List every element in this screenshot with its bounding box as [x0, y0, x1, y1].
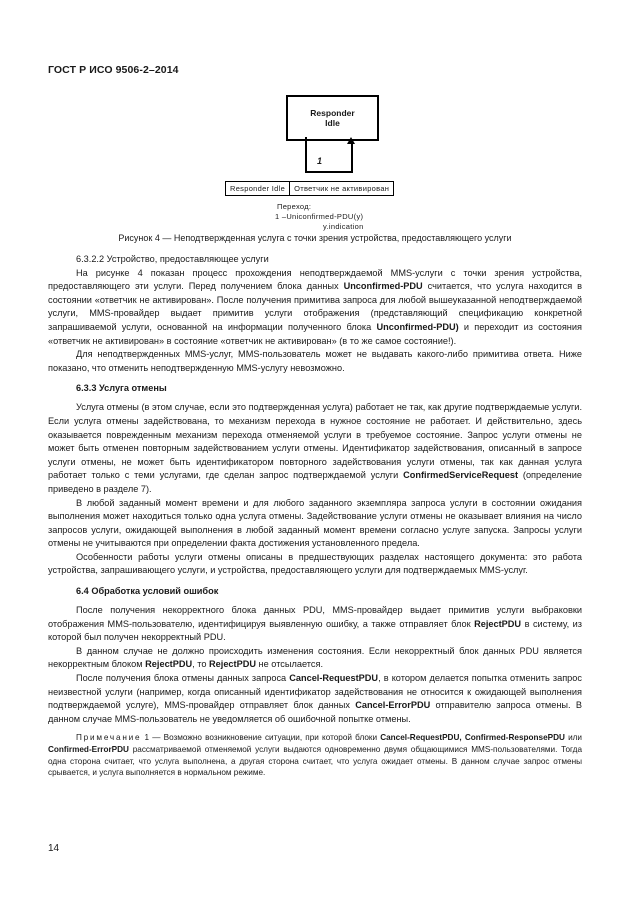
paragraph: Для неподтвержденных MMS-услуг, MMS-пользователь может не выдавать какого-либо примитива ответа. Ниже показано, что отменить неподтвержденную MMS-услугу невозможно. — [48, 349, 582, 373]
paragraph: Услуга отмены (в этом случае, если это подтвержденная услуга) работает не так, как другие подтверждаемые услуги. Если услуга отмены задействована, то механизм перехода в нужное состояние не работает. И действительно, здесь оказывается поврежденным механизм перехода отменяемой услуги в требуемое состояние. Запрос услуги отмены не может быть отменен повторным задействованием услуги отмены. Идентификатор задействования, описанный в запросе услуги отмены, не может быть идентификатором повторного задействования услуги отмены, так как данная услуга работает только с теми услугами, где сделан запрос подтверждаемой услуги ConfirmedServiceRequest (определение приведено в разделе 7). — [48, 402, 582, 494]
arrow-up-icon — [347, 137, 355, 144]
state-label-line2: Idle — [325, 118, 340, 128]
transition-title: Переход: — [277, 202, 312, 211]
paragraph: В данном случае не должно происходить изменения состояния. Если некорректный блок данных PDU является некорректным блоком RejectPDU, то RejectPDU не отсылается. — [48, 645, 582, 670]
paragraph: На рисунке 4 показан процесс прохождения неподтверждаемой MMS-услуги с точки зрения устройства, предоставляющего эти услуги. Перед получением блока данных Unconfirmed-PDU считается, что услуга находится в состоянии «ответчик не активирован». После получения примитива запроса для любой вышеуказанной неподтверждаемой услуги, MMS-провайдер выдает примитив услуги отображения (представляющий спецификацию конкретной запрашиваемой услуги, основанной на информации полученного блока Unconfirmed-PDU) и переходит из состояния «ответчик не активирован» в состояние «ответчик не активирован» (в то же самое состояние!). — [48, 267, 583, 346]
transition-loop-left — [305, 137, 307, 172]
paragraph: В любой заданный момент времени и для любого заданного экземпляра запроса услуги в состоянии ожидания выполнения может находиться только одна услуга отмены. Задействование услуги отмены не оказывает влияния на число запросов услуги, ожидающей выполнения в любой заданный момент времени согласно услуге запуска. Запросы услуги отмены не учитываются при определении факта достижения установленного предела. — [48, 497, 582, 549]
page-number: 14 — [48, 843, 60, 854]
section-6322-title: 6.3.2.2 Устройство, предоставляющее услуги — [76, 254, 269, 264]
body-text — [48, 253, 582, 779]
section-heading-64: 6.4 Обработка условий ошибок — [76, 586, 219, 597]
legend-value: Ответчик не активирован — [294, 184, 390, 193]
responder-idle-state — [286, 95, 379, 141]
transition-number: 1 — [317, 156, 323, 166]
transition-line: 1 –Uniconfirmed-PDU(y) — [275, 212, 364, 221]
legend-key: Responder Idle — [226, 182, 290, 195]
transition-description — [275, 202, 364, 232]
figure-caption: Рисунок 4 — Неподтвержденная услуга с точки зрения устройства, предоставляющего услуги — [118, 233, 512, 243]
transition-indication: y.indication — [323, 222, 364, 231]
paragraph: Особенности работы услуги отмены описаны в предшествующих разделах настоящего документа: это работа устройства, запрашивающего услуги, и устройства, предоставляющего услуги для подтверждаемых MMS-услуг. — [48, 551, 582, 576]
paragraph: После получения некорректного блока данных PDU, MMS-провайдер выдает примитив услуги выбраковки отображения MMS-пользователю, идентифицируя выявленную ошибку, а также отправляет блок RejectPDU в систему, из которой был получен некорректный PDU. — [48, 605, 582, 643]
document-header: ГОСТ Р ИСО 9506-2–2014 — [48, 64, 179, 76]
note: Примечание 1 — Возможно возникновение ситуации, при которой блоки Cancel-RequestPDU, Confirmed-ResponsePDU или Confirmed-ErrorPDU рассматриваемой отменяемой услуги выдаются одновременно двумя общающимися MMS-пользователями. Тогда одна сторона считает, что услуга выполнена, а другая сторона считает, что услуга ожидает отмены. В данном случае запрос отмены срывается, и услуга выполняется в нормальном режиме. — [48, 733, 582, 778]
state-legend — [225, 181, 394, 196]
paragraph: После получения блока отмены данных запроса Cancel-RequestPDU, в котором делается попытка отменить запрос неизвестной услуги (например, когда описанный идентификатор задействования не относится к ожидающей выполнения подтверждаемой услуге), MMS-провайдер отправляет блок данных Cancel-ErrorPDU отправителю запроса отмены. В данном случае MMS-пользователь не уведомляется об ошибочной попытке отмены. — [48, 673, 582, 724]
section-heading-633: 6.3.3 Услуга отмены — [76, 383, 167, 394]
transition-loop-bottom — [305, 171, 353, 173]
state-label-line1: Responder — [310, 108, 355, 118]
transition-loop-right — [351, 140, 353, 172]
